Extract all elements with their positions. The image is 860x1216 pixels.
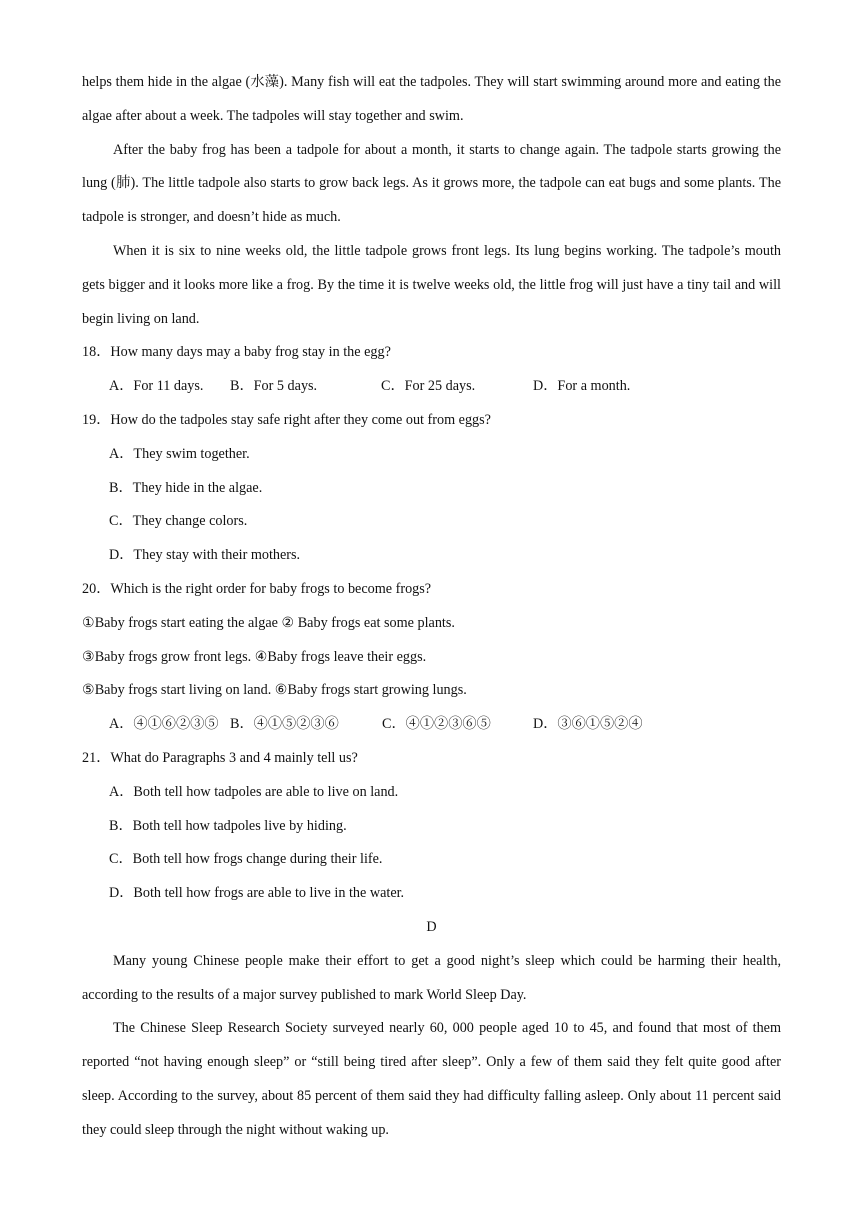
question-19-option-a: A．They swim together. xyxy=(109,445,250,462)
passage-c-paragraph-1: helps them hide in the algae (水藻). Many fish will eat the tadpoles. They will start swimming around more and eating the algae after about a week. The tadpoles will stay together and swim. xyxy=(82,74,781,124)
question-20-option-a: A．④①⑥②③⑤ xyxy=(109,716,219,733)
question-20-event-line-1: ①Baby frogs start eating the algae ② Baby frogs eat some plants. xyxy=(82,614,455,631)
question-20-options xyxy=(82,708,781,742)
question-19-option-d: D．They stay with their mothers. xyxy=(109,547,301,564)
passage-d-paragraph-2: The Chinese Sleep Research Society surveyed nearly 60, 000 people aged 10 to 45, and found that most of them reported “not having enough sleep” or “still being tired after sleep”. Only a few of them said they felt quite good after sleep. According to the survey, about 85 percent of them said they had difficulty falling asleep. Only about 11 percent said they could sleep through the night without waking up. xyxy=(82,1020,781,1138)
question-18-stem: 18．How many days may a baby frog stay in the egg? xyxy=(82,344,391,361)
question-20-event-line-3: ⑤Baby frogs start living on land. ⑥Baby frogs start growing lungs. xyxy=(82,682,467,699)
question-18-option-b: B．For 5 days. xyxy=(230,378,318,395)
question-18-option-d: D．For a month. xyxy=(533,378,631,395)
question-19-option-b: B．They hide in the algae. xyxy=(109,479,263,496)
question-21-option-a: A．Both tell how tadpoles are able to live on land. xyxy=(109,783,399,800)
passage-c-paragraph-2: After the baby frog has been a tadpole for about a month, it starts to change again. The tadpole starts growing the lung (肺). The little tadpole also starts to grow back legs. As it grows more, the tadpole can eat bugs and some plants. The tadpole is stronger, and doesn’t hide as much. xyxy=(82,141,781,226)
question-18-option-c: C．For 25 days. xyxy=(381,378,476,395)
document-page xyxy=(82,66,781,1148)
question-18-options xyxy=(82,370,781,404)
question-20-option-d: D．③⑥①⑤②④ xyxy=(533,716,643,733)
question-21-option-d: D．Both tell how frogs are able to live in the water. xyxy=(109,885,405,902)
question-20-event-line-2: ③Baby frogs grow front legs. ④Baby frogs leave their eggs. xyxy=(82,648,427,665)
question-18-option-a: A．For 11 days. xyxy=(109,378,204,395)
passage-d-paragraph-1: Many young Chinese people make their effort to get a good night’s sleep which could be harming their health, according to the results of a major survey published to mark World Sleep Day. xyxy=(82,952,781,1003)
question-19-option-c: C．They change colors. xyxy=(109,513,248,530)
question-21-option-b: B．Both tell how tadpoles live by hiding. xyxy=(109,817,347,834)
question-20-option-c: C．④①②③⑥⑤ xyxy=(382,716,491,733)
passage-c-paragraph-3: When it is six to nine weeks old, the little tadpole grows front legs. Its lung begins working. The tadpole’s mouth gets bigger and it looks more like a frog. By the time it is twelve weeks old, the little frog will just have a tiny tail and will begin living on land. xyxy=(82,242,781,327)
question-19-stem: 19．How do the tadpoles stay safe right after they come out from eggs? xyxy=(82,411,491,428)
question-21-option-c: C．Both tell how frogs change during their life. xyxy=(109,851,383,868)
question-20-option-b: B．④①⑤②③⑥ xyxy=(230,716,339,733)
question-21-stem: 21．What do Paragraphs 3 and 4 mainly tell us? xyxy=(82,749,358,766)
passage-d-heading: D xyxy=(426,918,437,935)
question-20-stem: 20．Which is the right order for baby frogs to become frogs? xyxy=(82,580,432,597)
